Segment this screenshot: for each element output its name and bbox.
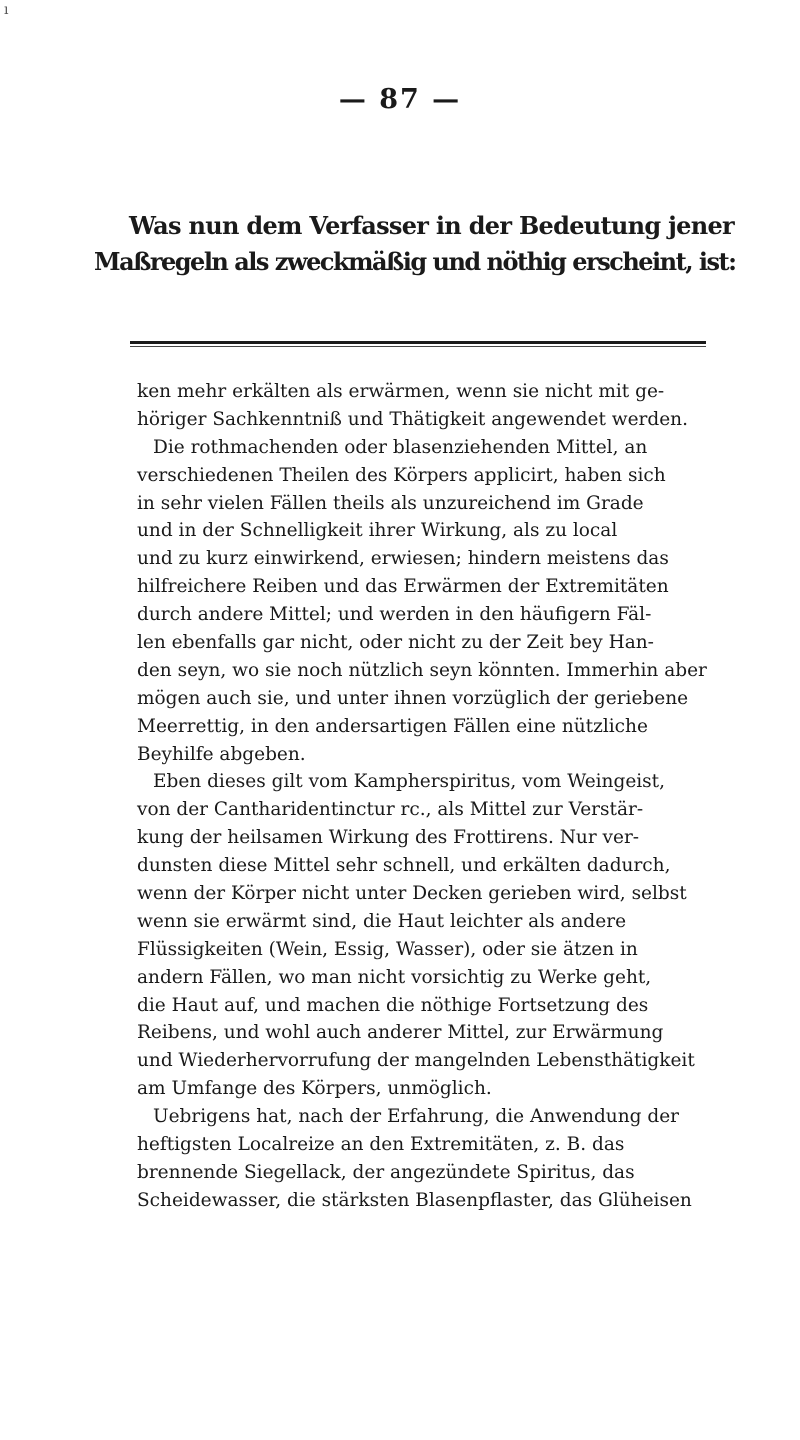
intro-heading bbox=[94, 208, 734, 280]
text-line: dunsten diese Mittel sehr schnell, und erkälten dadurch, bbox=[137, 855, 671, 877]
text-line: den seyn, wo sie noch nützlich seyn könnten. Immerhin aber bbox=[137, 659, 707, 681]
margin-mark: ı bbox=[4, 2, 9, 18]
intro-line: Was nun dem Verfasser in der Bedeutung jener bbox=[129, 211, 734, 240]
text-line: höriger Sachkenntniß und Thätigkeit angewendet werden. bbox=[137, 408, 688, 430]
text-line: in sehr vielen Fällen theils als unzureichend im Grade bbox=[137, 492, 644, 514]
text-line: und in der Schnelligkeit ihrer Wirkung, als zu local bbox=[137, 520, 618, 542]
body-text bbox=[137, 378, 737, 1215]
text-line: ken mehr erkälten als erwärmen, wenn sie nicht mit ge- bbox=[137, 381, 665, 402]
intro-line: Maßregeln als zweckmäßig und nöthig erscheint, ist: bbox=[94, 247, 736, 276]
page-number-header: — 87 — bbox=[338, 84, 462, 115]
text-line: Die rothmachenden oder blasenziehenden Mittel, an bbox=[153, 436, 648, 458]
text-line: kung der heilsamen Wirkung des Frottirens. Nur ver- bbox=[137, 827, 640, 849]
text-line: Uebrigens hat, nach der Erfahrung, die Anwendung der bbox=[153, 1106, 679, 1128]
text-line: die Haut auf, und machen die nöthige Fortsetzung des bbox=[137, 994, 649, 1016]
text-line: Reibens, und wohl auch anderer Mittel, zur Erwärmung bbox=[137, 1022, 664, 1044]
text-line: Eben dieses gilt vom Kampherspiritus, vom Weingeist, bbox=[153, 771, 665, 793]
text-line: am Umfange des Körpers, unmöglich. bbox=[137, 1078, 492, 1100]
text-line: und zu kurz einwirkend, erwiesen; hindern meistens das bbox=[137, 548, 669, 570]
text-line: wenn der Körper nicht unter Decken gerieben wird, selbst bbox=[137, 883, 687, 905]
text-line: verschiedenen Theilen des Körpers applicirt, haben sich bbox=[137, 464, 666, 486]
text-line: durch andere Mittel; und werden in den häufigern Fäl- bbox=[137, 604, 652, 626]
text-line: Meerrettig, in den andersartigen Fällen eine nützliche bbox=[137, 715, 648, 737]
text-line: len ebenfalls gar nicht, oder nicht zu der Zeit bey Han- bbox=[137, 632, 654, 654]
text-line: Flüssigkeiten (Wein, Essig, Wasser), oder sie ätzen in bbox=[137, 938, 638, 960]
text-line: heftigsten Localreize an den Extremitäten, z. B. das bbox=[137, 1134, 625, 1156]
text-line: mögen auch sie, und unter ihnen vorzüglich der geriebene bbox=[137, 687, 689, 709]
text-line: hilfreichere Reiben und das Erwärmen der Extremitäten bbox=[137, 576, 669, 598]
text-line: von der Cantharidentinctur rc., als Mittel zur Verstär- bbox=[137, 799, 644, 821]
text-line: andern Fällen, wo man nicht vorsichtig zu Werke geht, bbox=[137, 966, 652, 988]
text-line: brennende Siegellack, der angezündete Spiritus, das bbox=[137, 1161, 635, 1183]
text-line: und Wiederhervorrufung der mangelnden Lebensthätigkeit bbox=[137, 1050, 695, 1072]
text-line: Beyhilfe abgeben. bbox=[137, 743, 306, 765]
section-divider-thin bbox=[130, 346, 706, 347]
section-divider-thick bbox=[130, 341, 706, 344]
text-line: Scheidewasser, die stärksten Blasenpflaster, das Glüheisen bbox=[137, 1189, 692, 1211]
text-line: wenn sie erwärmt sind, die Haut leichter als andere bbox=[137, 910, 627, 932]
